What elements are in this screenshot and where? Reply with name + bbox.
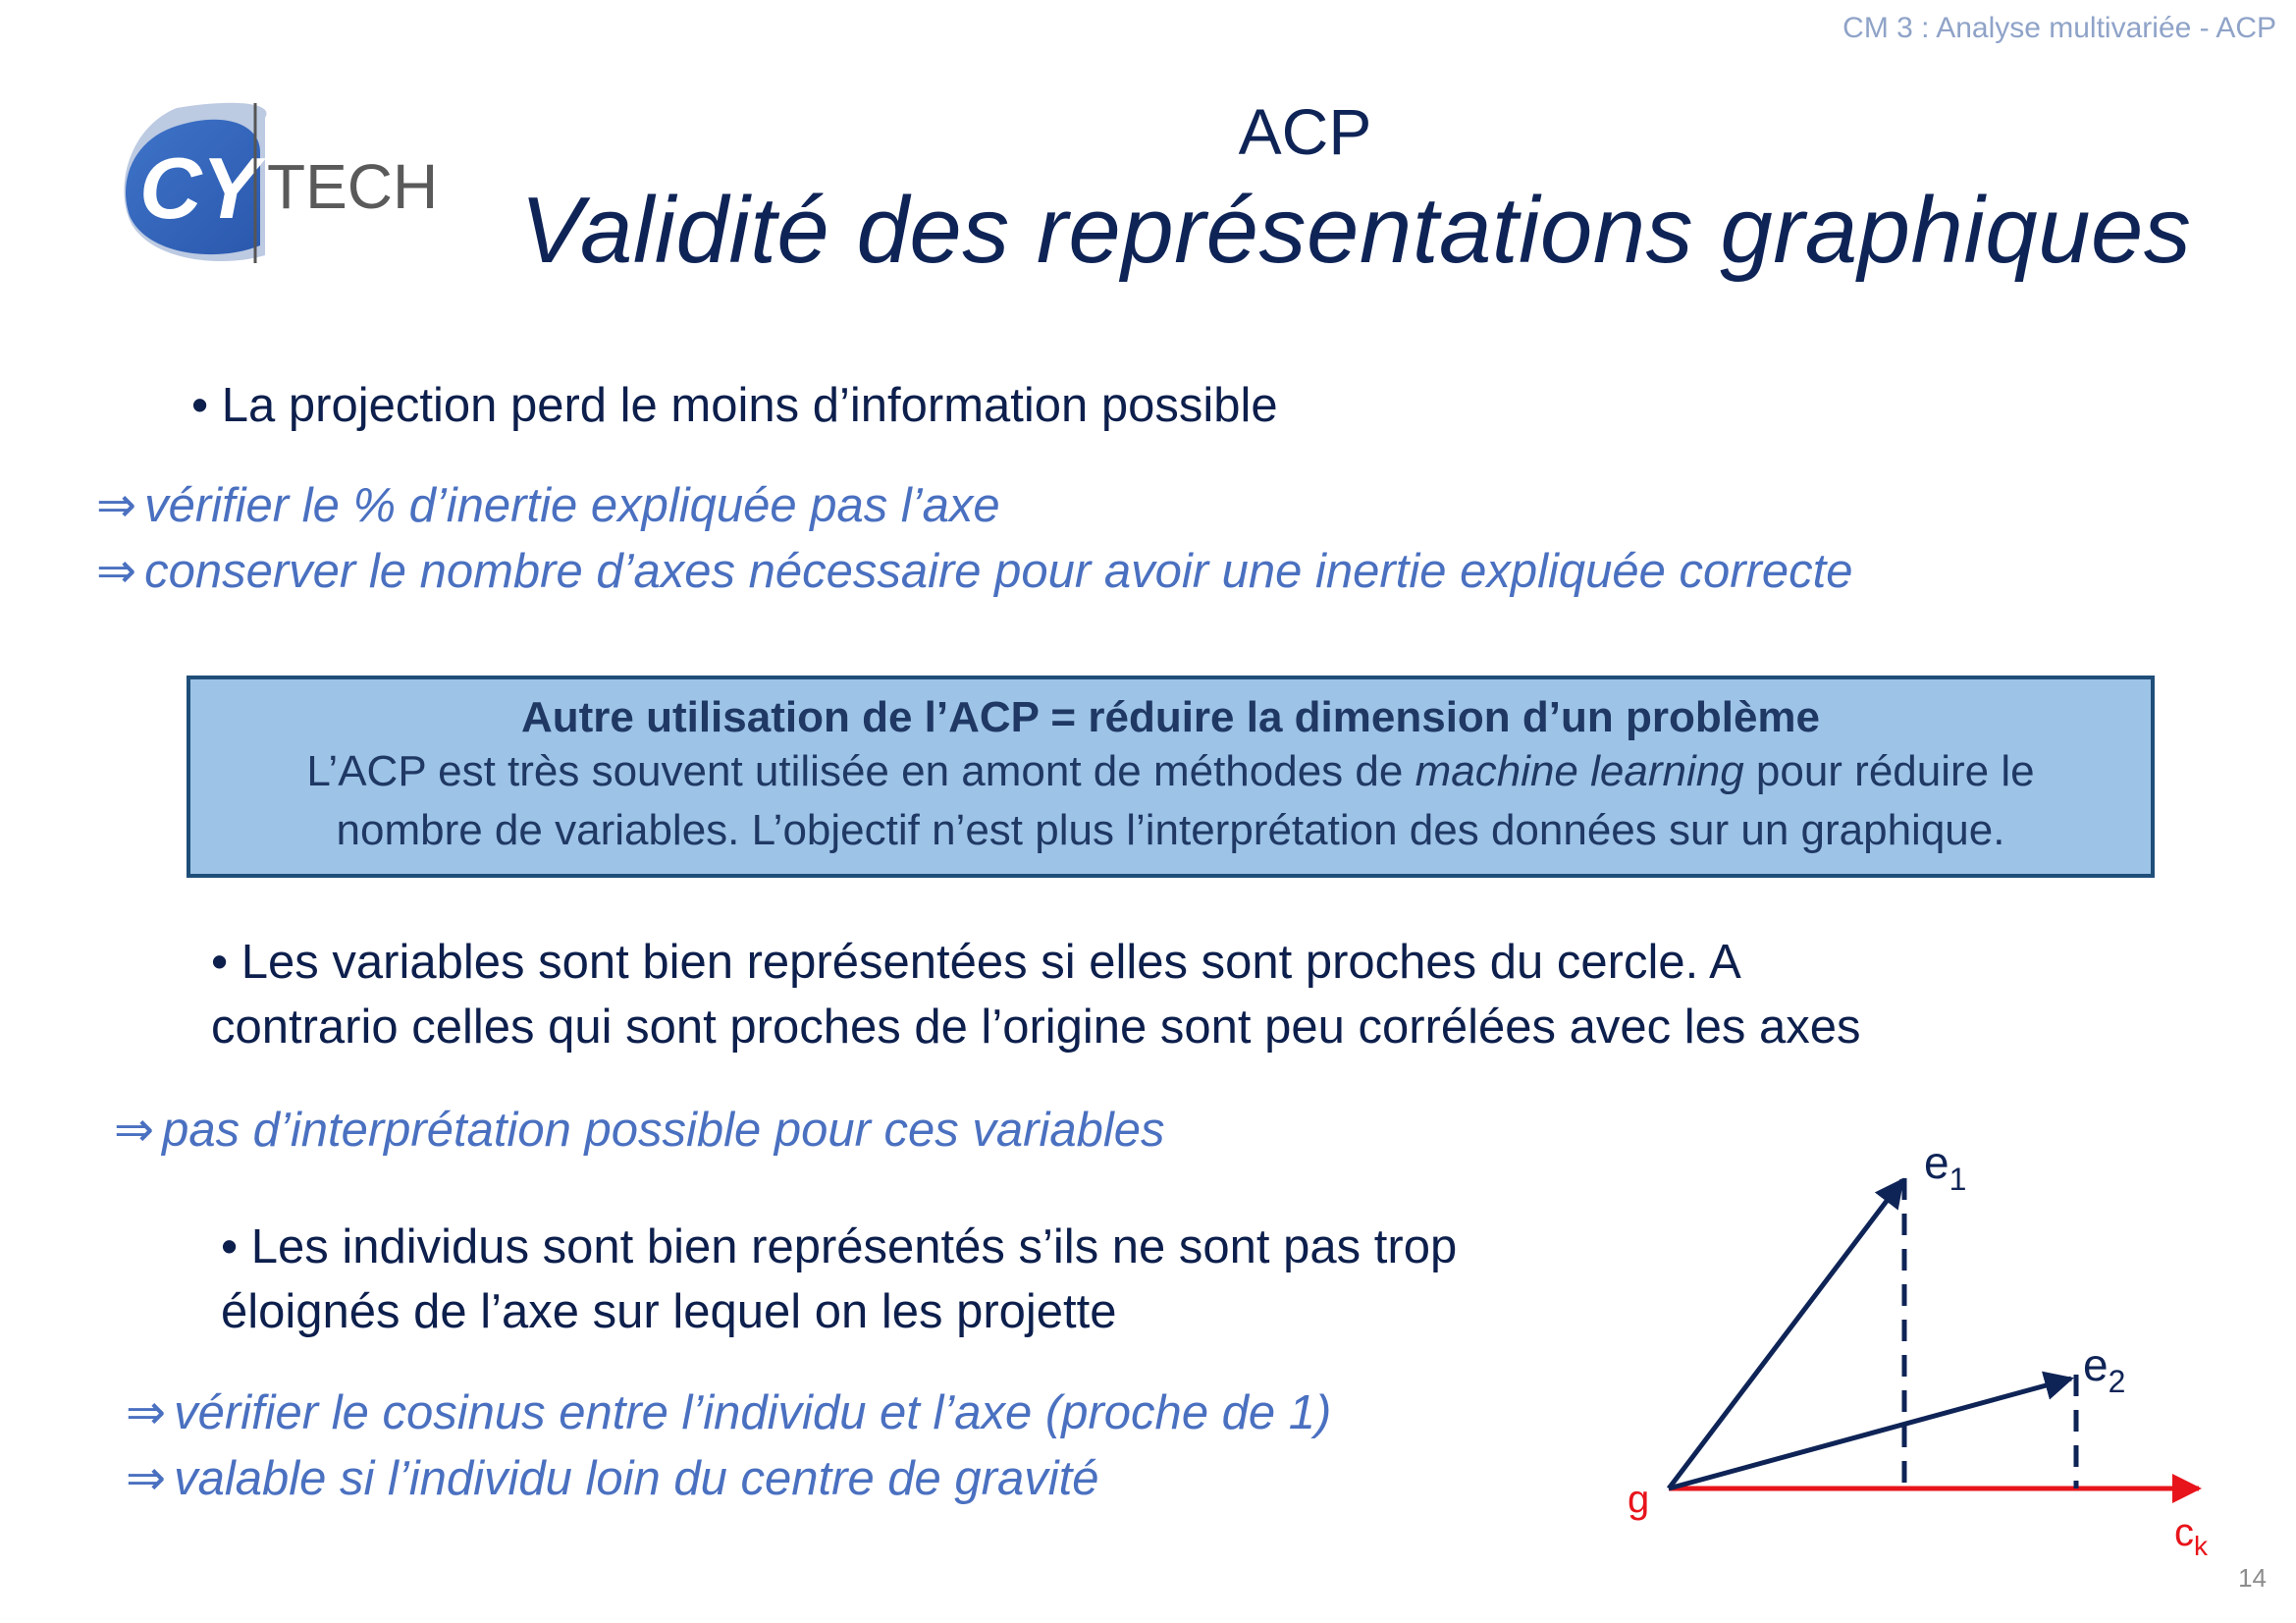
bullet-individus [221, 1219, 1457, 1274]
callout-title: Autre utilisation de l’ACP = réduire la dimension d’un problème [520, 693, 1821, 741]
implication-text: conserver le nombre d’axes nécessaire pour avoir une inertie expliquée correcte [144, 545, 1853, 598]
callout-body-emphasis: machine learning [1415, 747, 1744, 795]
bullet-text: Les variables sont bien représentées si elles sont proches du cercle. A [240, 936, 1741, 989]
implication-inertie [96, 477, 1000, 533]
implies-icon: ⇒ [96, 545, 137, 598]
bullet-individus-line2: éloignés de l’axe sur lequel on les projette [221, 1285, 1117, 1338]
course-header: CM 3 : Analyse multivariée - ACP [1842, 12, 2276, 44]
logo-tech-text: TECH [267, 151, 439, 222]
implication-text: vérifier le cosinus entre l’individu et l’axe (proche de 1) [174, 1386, 1332, 1439]
bullet-variables-line2: contrario celles qui sont proches de l’origine sont peu corrélées avec les axes [211, 1001, 1861, 1054]
vector-e1 [1669, 1180, 1902, 1488]
bullet-variables [211, 935, 1741, 990]
projection-diagram [1610, 1139, 2238, 1576]
slide-title: Validité des représentations graphiques [520, 178, 2192, 283]
bullet-dot: • [221, 1220, 239, 1273]
bullet-text: Les individus sont bien représentés s’ils ne sont pas trop [250, 1220, 1458, 1273]
logo-cy-text: CY [139, 139, 260, 237]
implication-centre-gravite [126, 1450, 1099, 1506]
label-ck: $c_k$ [2174, 1511, 2208, 1561]
slide-kicker: ACP [1238, 95, 1372, 168]
implication-text: pas d’interprétation possible pour ces variables [162, 1104, 1165, 1157]
callout-body-text: L’ACP est très souvent utilisée en amont de méthodes de [306, 747, 1415, 795]
implication-text: vérifier le % d’inertie expliquée pas l’axe [144, 479, 1000, 532]
callout-body-line1 [190, 742, 2151, 801]
callout-box [187, 676, 2155, 878]
bullet-dot: • [211, 936, 229, 989]
implication-text: valable si l’individu loin du centre de gravité [174, 1452, 1099, 1505]
callout-body-text: pour réduire le [1743, 747, 2035, 795]
label-g: g [1628, 1478, 1650, 1521]
implies-icon: ⇒ [126, 1452, 167, 1505]
bullet-projection [191, 378, 1278, 433]
implies-icon: ⇒ [114, 1104, 155, 1157]
implies-icon: ⇒ [126, 1386, 167, 1439]
implication-variables [114, 1102, 1164, 1158]
label-e1: $e_1$ [1924, 1139, 1967, 1197]
label-e2: $e_2$ [2083, 1339, 2126, 1399]
bullet-dot: • [191, 379, 209, 432]
implication-nombre-axes [96, 543, 1853, 599]
callout-body-line2: nombre de variables. L’objectif n’est plus l’interprétation des données sur un graphique. [336, 806, 2005, 854]
vector-e2 [1669, 1379, 2071, 1488]
bullet-text: La projection perd le moins d’information possible [221, 379, 1278, 432]
implication-cosinus [126, 1384, 1331, 1440]
page-number: 14 [2238, 1563, 2267, 1593]
implies-icon: ⇒ [96, 479, 137, 532]
